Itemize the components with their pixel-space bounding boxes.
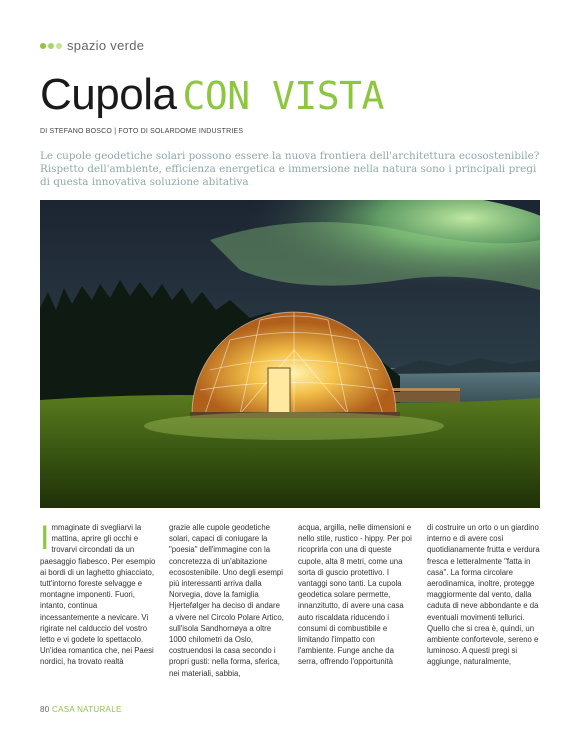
section-label: spazio verde bbox=[67, 38, 145, 53]
body-column-3: acqua, argilla, nelle dimensioni e nello stile, rustico - hippy. Per poi ricoprirla con una di queste cupole, alta 8 metri, come una sorta di guscio protettivo. I vantaggi sono tanti. La cupola geodetica solare permette, innanzitutto, di avere una casa auto riscaldata riducendo i consumi di combustibile e limitando l'impatto con l'ambiente. Funge anche da serra, offrendo l'opportunità bbox=[298, 523, 412, 667]
page-title bbox=[40, 70, 384, 119]
title-part1: Cupola bbox=[40, 70, 177, 119]
byline: DI STEFANO BOSCO | FOTO DI SOLARDOME INDUSTRIES bbox=[40, 128, 244, 135]
section-dots-icon bbox=[40, 43, 62, 49]
article-body bbox=[40, 519, 546, 679]
lead-paragraph: Le cupole geodetiche solari possono essere la nuova frontiera dell'architettura ecosostenibile? Rispetto dell'ambiente, efficienza energetica e immersione nella natura sono i principali pregi di questa innovativa soluzione abitativa bbox=[40, 150, 540, 188]
drop-cap: I bbox=[40, 519, 50, 557]
body-text: mmaginate di svegliarvi la mattina, aprire gli occhi e trovarvi circondati da un paesaggio fiabesco. Per esempio ai bordi di un laghetto ghiacciato, tutt'intorno foreste selvagge e montagne imponenti. Fuori, intanto, continua incessantemente a nevicare. Vi rigirate nel calduccio del vostro letto e vi godete lo spettacolo. Un'idea romantica che, nei Paesi nordici, ha trovato realtà bbox=[40, 523, 156, 667]
title-part2: CON VISTA bbox=[182, 74, 384, 118]
body-column-2: grazie alle cupole geodetiche solari, capaci di coniugare la "poesia" dell'immagine con la concretezza di un'abitazione ecosostenibile. Uno degli esempi più interessanti arriva dalla Norvegia, dove la famiglia Hjertefølger ha deciso di andare a vivere nel Circolo Polare Artico, sull'isola Sandhornøya a oltre 1000 chilometri da Oslo, costruendosi la casa secondo i propri gusti: nella forma, sferica, nei materiali, sabbia, bbox=[169, 523, 284, 678]
body-column-4: di costruire un orto o un giardino interno e di avere così quotidianamente frutta e verdura fresca e letteralmente "fatta in casa". La forma circolare aerodinamica, inoltre, protegge maggiormente dal vento, dalla caduta di neve abbondante e da eventuali movimenti tellurici. Quello che si crea è, quindi, un ambiente confortevole, sereno e luminoso. A questi pregi si aggiunge, naturalmente, bbox=[427, 523, 540, 667]
body-column-1 bbox=[40, 519, 156, 679]
page-number: 80 bbox=[40, 705, 50, 714]
dot bbox=[56, 43, 62, 49]
page-footer bbox=[40, 705, 122, 714]
article-photo bbox=[40, 200, 540, 508]
publication-name: CASA NATURALE bbox=[52, 705, 122, 714]
dot bbox=[48, 43, 54, 49]
aurora-dome-photo bbox=[40, 200, 540, 508]
section-header bbox=[40, 38, 144, 53]
dot bbox=[40, 43, 46, 49]
